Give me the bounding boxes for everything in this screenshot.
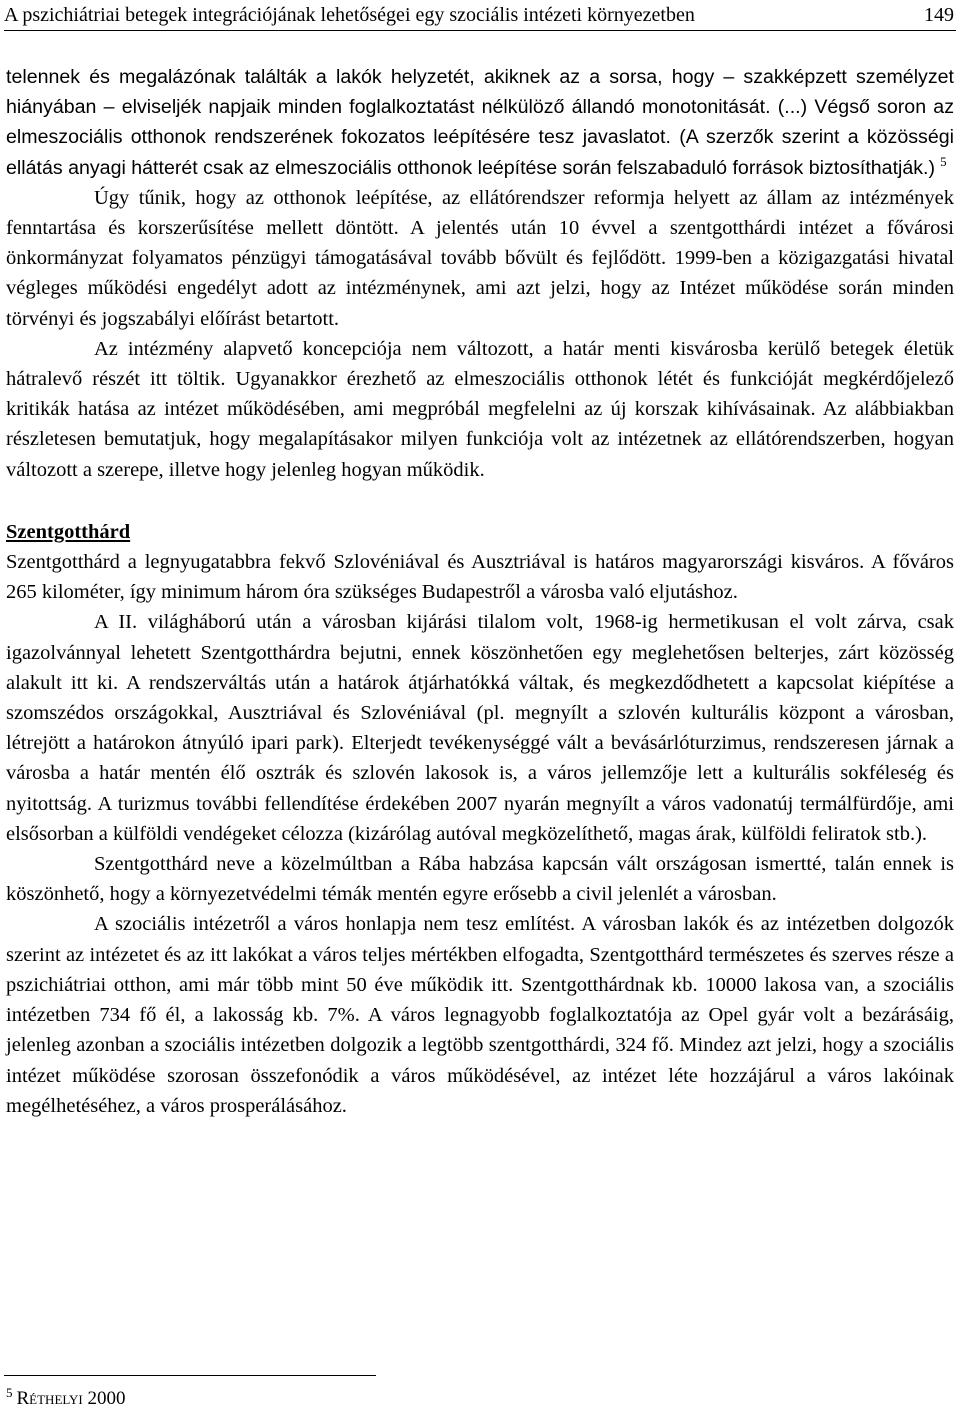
paragraph: Szentgotthárd neve a közelmúltban a Rába habzása kapcsán vált országosan ismertté, talán ennek is köszönhető, hogy a környezetvédelmi témák mentén egyre erősebb a civil jelenlét a városban.: [6, 853, 954, 906]
section-heading: Szentgotthárd: [6, 520, 131, 543]
body-text: [6, 62, 954, 1121]
footnote-mark: 5: [6, 1384, 13, 1400]
paragraph: A II. világháború után a városban kijárási tilalom volt, 1968-ig hermetikusan el volt zárva, csak igazolvánnyal lehetett Szentgotthárdra bejutni, ennek köszönhetően egy meglehetősen belterjes, zárt közösség alakult itt ki. A rendszerváltás után a határok átjárhatókká váltak, és megkezdődhetett a kapcsolat kiépítése a szomszédos országokkal, Ausztriával és Szlovéniával (pl. megnyílt a szlovén kulturális központ a városban, létrejött a határokon átnyúló ipari park). Elterjedt tevékenységgé vált a bevásárlóturzimus, rendszeresen járnak a városba a határ mentén élő osztrák és szlovén lakosok is, a város jellemzője lett a kulturális sokféleség és nyitottság. A turizmus további fellendítése érdekében 2007 nyarán megnyílt a város vadonatúj termálfürdője, ami elsősorban a külföldi vendégeket célozza (kizárólag autóval megközelíthető, magas árak, külföldi feliratok stb.).: [6, 611, 954, 845]
paragraph: Az intézmény alapvető koncepciója nem változott, a határ menti kisvárosba kerülő betegek életük hátralevő részét itt töltik. Ugyanakkor érezhető az elmeszociális otthonok létét és funkcióját megkérdőjelező kritikák hatása az intézet működésében, ami megpróbál megfelelni az új korszak kihívásainak. Az alábbiakban részletesen bemutatjuk, hogy megalapításakor milyen funkciója volt az intézetnek az ellátórendszerben, hogyan változott a szerepe, illetve hogy jelenleg hogyan működik.: [6, 337, 954, 481]
footnote-year: 2000: [87, 1388, 126, 1409]
paragraph-quote: [6, 62, 954, 183]
footnote-author: Réthelyi: [16, 1388, 83, 1409]
running-title: A pszichiátriai betegek integrációjának lehetőségei egy szociális intézeti környezetben: [4, 4, 695, 26]
quote-text-a: telennek és megalázónak találták a lakók helyzetét, akiknek az a sorsa, hogy – szakképzett személyzet hiányában – elviseljék napjaik minden foglalkoztatást nélkülöző állandó monotonitását. (...) Végső soron az elmeszociális otthonok rendszerének fokozatos leépítésére tesz javaslatot.: [6, 66, 954, 149]
paragraph: A szociális intézetről a város honlapja nem tesz említést. A városban lakók és az intézetben dolgozók szerint az intézetet és az itt lakókat a város teljes mértékben elfogadta, Szentgotthárd természetes és szerves része a pszichiátriai otthon, ami már több mint 50 éve működik itt. Szentgotthárdnak kb. 10000 lakosa van, a szociális intézetben 734 fő él, a lakosság kb. 7%. A város legnagyobb foglalkoztatója az Opel gyár volt a bezárásáig, jelenleg azonban a szociális intézetben dolgozik a legtöbb szentgotthárdi, 324 fő. Mindez azt jelzi, hogy a szociális intézet működése szorosan összefonódik a város működésével, az intézet léte hozzájárul a város lakóinak megélhetéséhez, a város prosperálásához.: [6, 913, 954, 1117]
footnote-divider: [4, 1375, 376, 1376]
page-number: 149: [924, 4, 954, 26]
footnote: [6, 1386, 126, 1412]
paragraph: Úgy tűnik, hogy az otthonok leépítése, az ellátórendszer reformja helyett az állam az intézmények fenntartása és korszerűsítése mellett döntött. A jelentés után 10 évvel a szentgotthárdi intézet a fővárosi önkormányzat folyamatos pénzügyi támogatásával tovább bővült és fejlődött. 1999-ben a közigazgatási hivatal végleges működési engedélyt adott az intézménynek, ami azt jelzi, hogy az Intézet működése során minden törvényi és jogszabályi előírást betartott.: [6, 186, 954, 330]
footnote-reference[interactable]: 5: [940, 153, 947, 169]
quote-text-b: (A szerzők szerint a közösségi ellátás anyagi hátterét csak az elmeszociális otthonok leépítése során felszabaduló források biztosíthatják.): [6, 126, 954, 179]
paragraph: Szentgotthárd a legnyugatabbra fekvő Szlovéniával és Ausztriával is határos magyarországi kisváros. A főváros 265 kilométer, így minimum három óra szükséges Budapestről a városba való eljutáshoz.: [6, 551, 954, 604]
running-header: [4, 2, 956, 31]
